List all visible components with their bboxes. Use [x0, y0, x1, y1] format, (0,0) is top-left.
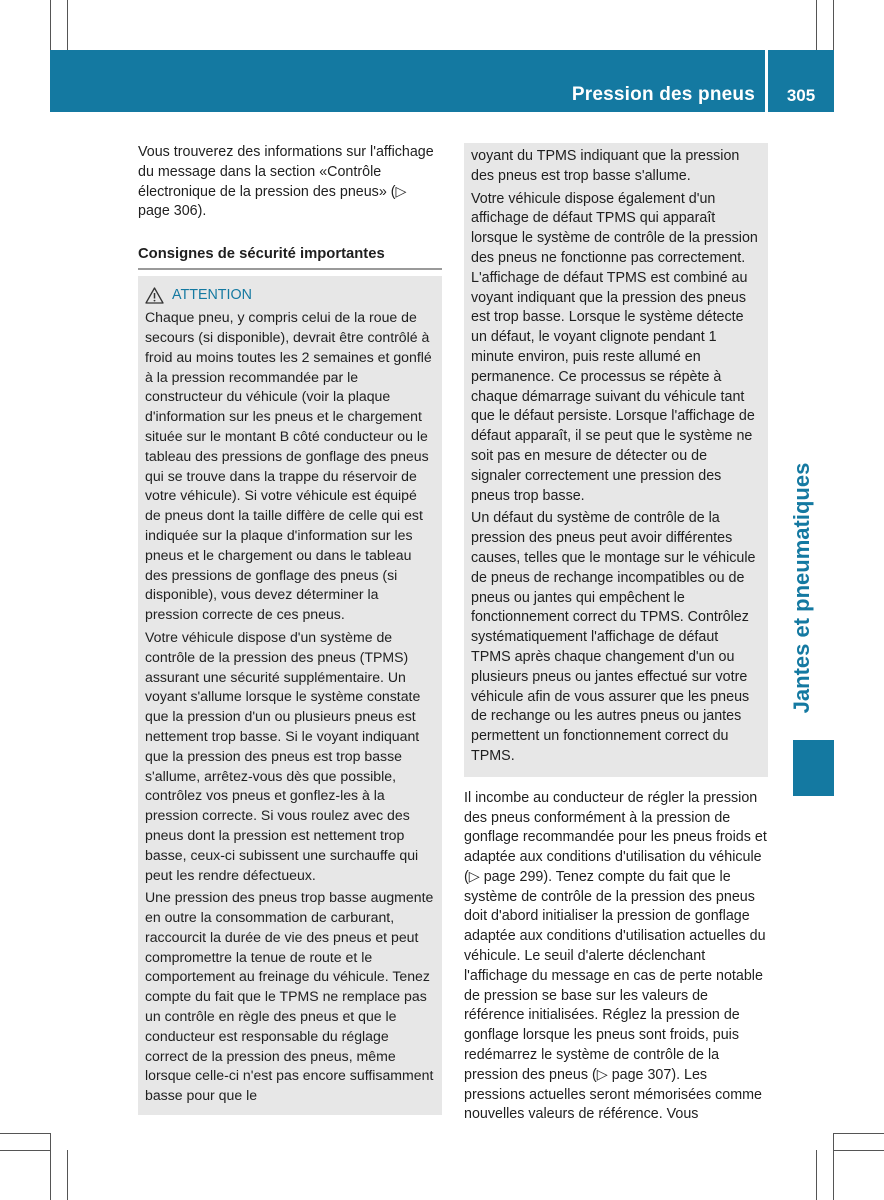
warning-paragraph: Votre véhicule dispose également d'un affichage de défaut TPMS qui apparaît lorsque le système de contrôle de la pression des pneus ne fonctionne pas correctement. L'affichage de défaut TPMS est combiné au voyant indiquant que la pression des pneus est trop basse. Lorsque le système détecte un défaut, le voyant clignote pendant 1 minute environ, puis reste allumé en permanence. Ce processus se répète à chaque démarrage suivant du véhicule tant que le défaut persiste. Lorsque l'affichage de défaut apparaît, il se peut que le système ne soit pas en mesure de détecter ou de signaler correctement une pression des pneus trop basse. [471, 190, 758, 504]
right-column [464, 143, 768, 1125]
crop-mark [50, 1133, 51, 1200]
crop-mark [816, 1150, 817, 1200]
page-title: Pression des pneus [571, 84, 755, 105]
crop-mark [833, 0, 834, 50]
intro-paragraph: Vous trouverez des informations sur l'affichage du message dans la section «Contrôle électronique de la pression des pneus» (▷ page 306). [138, 144, 434, 220]
crop-mark [50, 0, 51, 50]
crop-mark [67, 1150, 68, 1200]
chapter-label: Jantes et pneumatiques [789, 462, 814, 714]
warning-paragraph: Chaque pneu, y compris celui de la roue de secours (si disponible), devrait être contrôlé à froid au moins toutes les 2 semaines et gonflé à la pression recommandée par le constructeur du véhicule (voir la plaque d'information sur les pneus et le chargement située sur le montant B côté conducteur ou le tableau des pressions de gonflage des pneus qui se trouve dans la trappe du réservoir de votre véhicule). Si votre véhicule est équipé de pneus dont la taille diffère de celle qui est indiquée sur la plaque d'information sur les pneus et le chargement ou dans le tableau des pressions de gonflage des pneus (si disponible), vous devez déterminer la pression correcte de ces pneus. [145, 309, 432, 623]
section-heading: Consignes de sécurité importantes [138, 244, 442, 270]
warning-paragraph: Un défaut du système de contrôle de la pression des pneus peut avoir différentes causes, telles que le montage sur le véhicule de pneus de rechange incompatibles ou de pneus ou jantes qui empêchent le fonctionnement correct du TPMS. Contrôlez systématiquement l'affichage de défaut TPMS après chaque changement d'un ou plusieurs pneus ou jantes effectué sur votre véhicule afin de vous assurer que les pneus de rechange ou les autres pneus ou jantes permettent un fonctionnement correct du TPMS. [471, 510, 756, 764]
crop-mark [833, 1133, 834, 1200]
warning-paragraph: Votre véhicule dispose d'un système de contrôle de la pression des pneus (TPMS) assurant une sécurité supplémentaire. Un voyant s'allume lorsque le système constate que la pression d'un ou plusieurs pneus est nettement trop basse. Si le voyant indiquant que la pression des pneus est trop basse s'allume, arrêtez-vous dès que possible, contrôlez vos pneus et gonflez-les à la pression correcte. Si vous roulez avec des pneus dont la pression est nettement trop basse, ceux-ci subissent une surchauffe qui peut les rendre défectueux. [145, 628, 421, 883]
crop-mark [0, 1150, 50, 1151]
chapter-side-tab [770, 440, 834, 736]
crop-mark [834, 1150, 884, 1151]
warning-paragraph: voyant du TPMS indiquant que la pression des pneus est trop basse s'allume. [471, 148, 740, 184]
warning-header [145, 285, 435, 305]
crop-mark [816, 0, 817, 50]
warning-box-continued [464, 143, 768, 777]
chapter-marker [793, 740, 834, 796]
header-bar [50, 50, 765, 112]
page-number: 305 [786, 86, 816, 105]
warning-triangle-icon [145, 287, 164, 304]
crop-mark [0, 1133, 50, 1134]
warning-box [138, 276, 442, 1115]
page-number-box [768, 50, 834, 112]
crop-mark [834, 1133, 884, 1134]
left-column [138, 143, 442, 1115]
body-paragraph: Il incombe au conducteur de régler la pression des pneus conformément à la pression de gonflage recommandée pour les pneus froids et adaptée aux conditions d'utilisation du véhicule (▷ page 299). Tenez compte du fait que le système de contrôle de la pression des pneus doit d'abord initialiser la pression de gonflage adaptée aux conditions d'utilisation actuelles du véhicule. Le seuil d'alerte déclenchant l'affichage du message en cas de perte notable de pression se base sur les valeurs de référence initialisées. Réglez la pression de gonflage lorsque les pneus sont froids, puis redémarrez le système de contrôle de la pression des pneus (▷ page 307). Les pressions actuelles seront mémorisées comme nouvelles valeurs de référence. Vous [464, 789, 767, 1123]
warning-paragraph: Une pression des pneus trop basse augmente en outre la consommation de carburant, raccourcit la durée de vie des pneus et peut compromettre la tenue de route et le comportement au freinage du véhicule. Tenez compte du fait que le TPMS ne remplace pas un contrôle en règle des pneus et que le conducteur est responsable du réglage correct de la pression des pneus, même lorsque celle-ci n'est pas encore suffisamment basse pour que le [145, 889, 434, 1104]
warning-label: ATTENTION [172, 287, 252, 304]
crop-mark [67, 0, 68, 50]
